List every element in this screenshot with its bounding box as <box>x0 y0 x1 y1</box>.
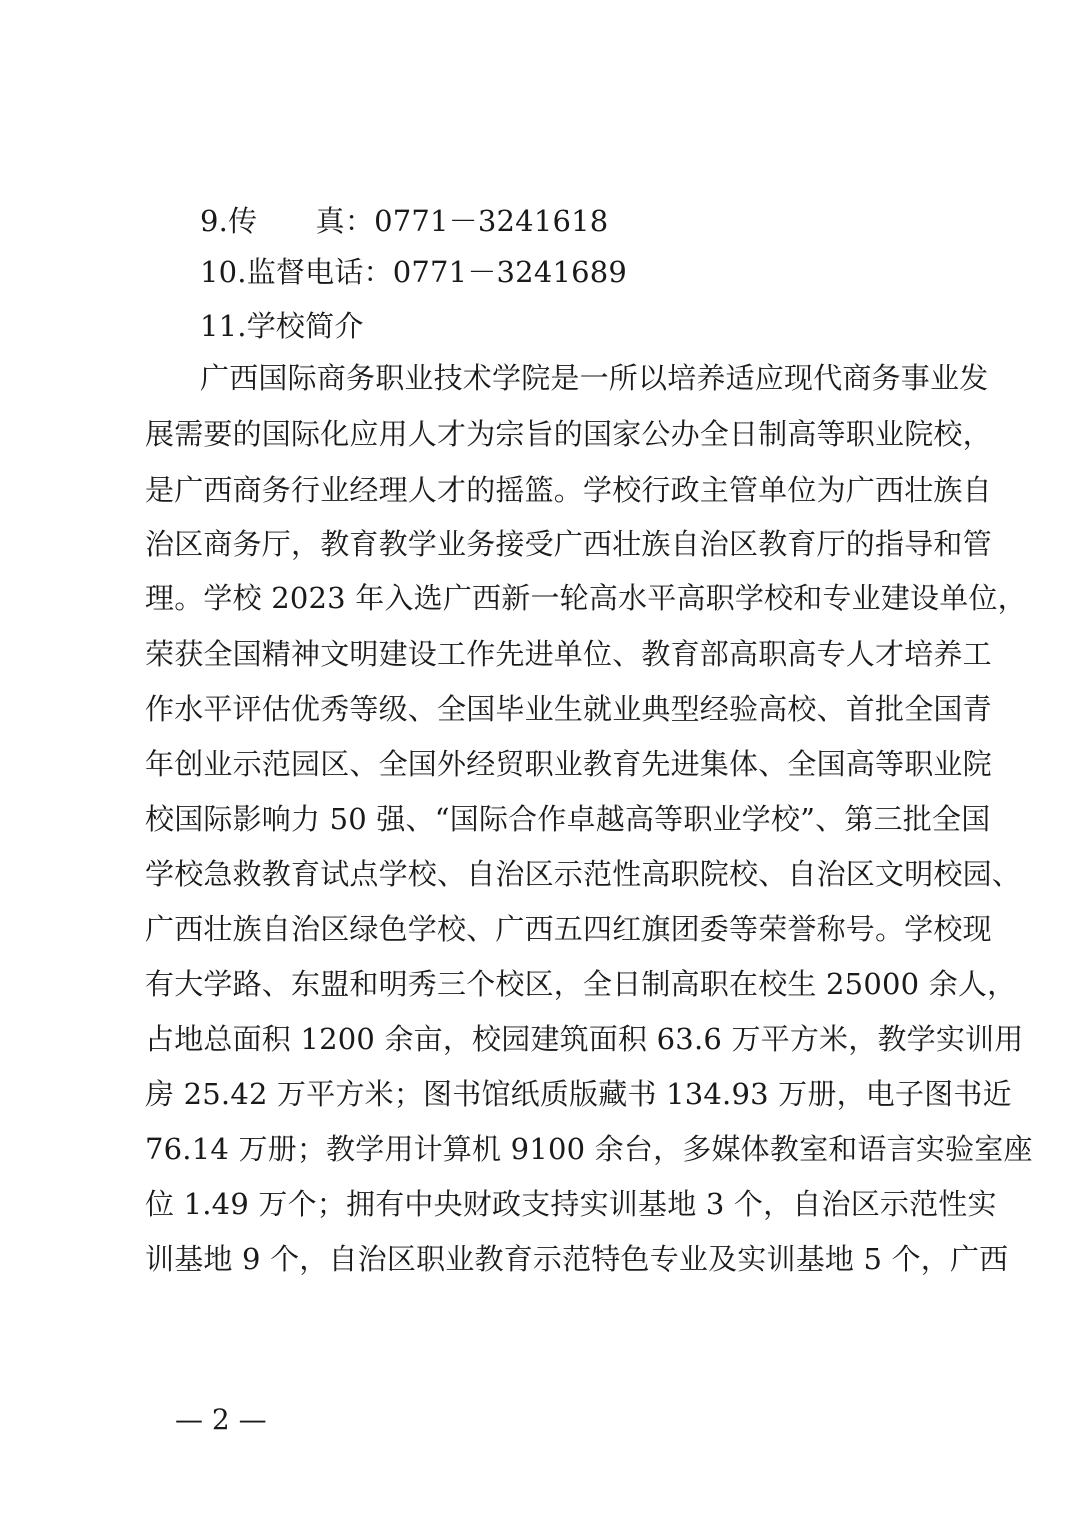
paragraph-line: 作水平评估优秀等级、全国毕业生就业典型经验高校、首批全国青 <box>145 692 992 726</box>
paragraph-line: 学校急救教育试点学校、自治区示范性高职院校、自治区文明校园、 <box>145 857 1022 891</box>
paragraph-line: 是广西商务行业经理人才的摇篮。学校行政主管单位为广西壮族自 <box>145 473 992 507</box>
paragraph-line: 有大学路、东盟和明秀三个校区，全日制高职在校生 25000 余人， <box>145 967 1017 1001</box>
fax-line: 9.传 真：0771－3241618 <box>200 204 609 238</box>
paragraph-line: 房 25.42 万平方米；图书馆纸质版藏书 134.93 万册，电子图书近 <box>145 1077 1012 1111</box>
paragraph-line: 广西壮族自治区绿色学校、广西五四红旗团委等荣誉称号。学校现 <box>145 912 992 946</box>
paragraph-line: 训基地 9 个，自治区职业教育示范特色专业及实训基地 5 个，广西 <box>145 1242 1009 1276</box>
paragraph-line: 位 1.49 万个；拥有中央财政支持实训基地 3 个，自治区示范性实 <box>145 1187 997 1221</box>
paragraph-line: 年创业示范园区、全国外经贸职业教育先进集体、全国高等职业院 <box>145 747 992 781</box>
paragraph-line: 展需要的国际化应用人才为宗旨的国家公办全日制高等职业院校， <box>145 417 992 451</box>
paragraph-line: 荣获全国精神文明建设工作先进单位、教育部高职高专人才培养工 <box>145 637 992 671</box>
paragraph-line: 广西国际商务职业技术学院是一所以培养适应现代商务事业发 <box>200 361 989 395</box>
page-number: — 2 — <box>175 1403 267 1436</box>
paragraph-line: 校国际影响力 50 强、“国际合作卓越高等职业学校”、第三批全国 <box>145 802 991 836</box>
paragraph-line: 76.14 万册；教学用计算机 9100 余台，多媒体教室和语言实验室座 <box>145 1132 1033 1166</box>
paragraph-line: 治区商务厅，教育教学业务接受广西壮族自治区教育厅的指导和管 <box>145 527 992 561</box>
paragraph-line: 理。学校 2023 年入选广西新一轮高水平高职学校和专业建设单位， <box>145 581 1027 615</box>
paragraph-line: 占地总面积 1200 余亩，校园建筑面积 63.6 万平方米，教学实训用 <box>145 1022 1024 1056</box>
section-heading: 11.学校简介 <box>200 309 364 343</box>
hotline-line: 10.监督电话：0771－3241689 <box>200 255 628 289</box>
